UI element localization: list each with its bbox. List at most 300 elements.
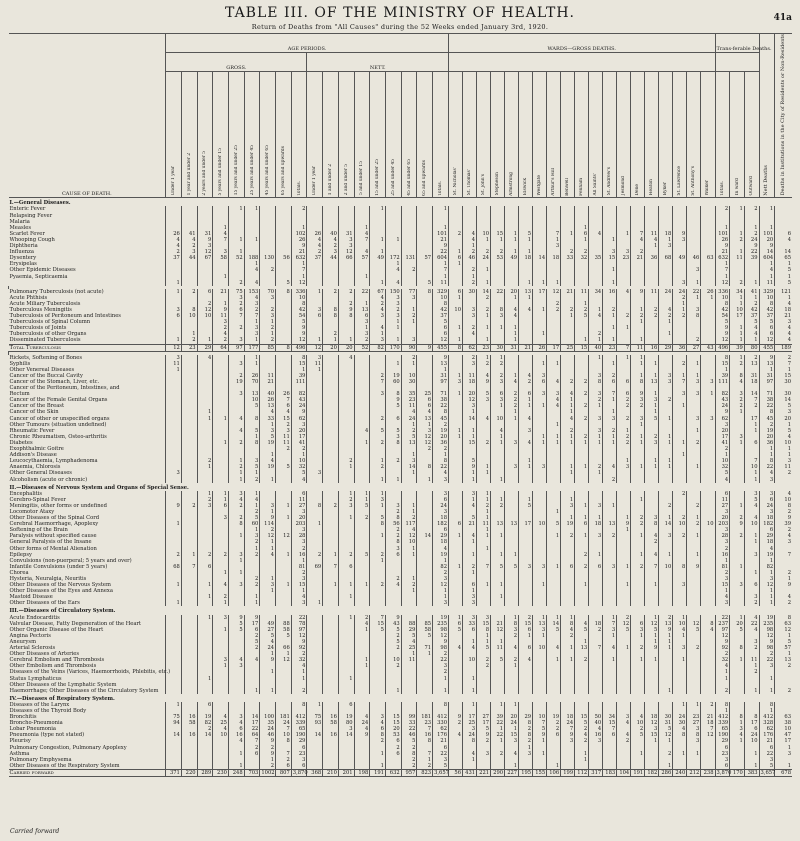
- ward-cell: 6: [449, 621, 463, 627]
- ward-cell: 3: [477, 397, 491, 403]
- trans-cell: 10: [744, 738, 759, 744]
- gross-cell: 2: [197, 301, 213, 307]
- gross-cell: 7: [276, 726, 292, 732]
- ward-col-header: [463, 71, 477, 197]
- trans-cell: 81: [715, 564, 730, 570]
- trans-cell: 62: [715, 416, 730, 422]
- ward-cell: 1: [491, 533, 505, 539]
- ward-cell: 6: [589, 564, 603, 570]
- ward-cell: 3: [659, 533, 673, 539]
- ward-cell: [673, 337, 687, 344]
- nett-deaths-cell: 22: [759, 657, 775, 663]
- ward-cell: 29: [659, 344, 673, 351]
- ward-cell: 1: [687, 373, 701, 379]
- ward-cell: 1: [477, 325, 491, 331]
- institution-cell: 12: [775, 627, 792, 633]
- nett-cell: 4: [417, 409, 433, 415]
- gross-cell: 2: [197, 552, 213, 558]
- ward-cell: 2: [477, 657, 491, 663]
- nett-deaths-cell: 1: [759, 274, 775, 280]
- ward-cell: 1: [561, 464, 575, 470]
- ward-cell: [575, 763, 589, 770]
- ward-cell: 3: [491, 379, 505, 385]
- trans-cell: 10: [715, 295, 730, 301]
- ward-cell: 16: [603, 289, 617, 295]
- ward-cell: 3: [589, 416, 603, 422]
- cause-cell: Broncho-Pneumonia: [9, 720, 63, 727]
- ward-cell: 3: [659, 379, 673, 385]
- page-title: TABLE III. OF THE MINISTRY OF HEALTH.: [225, 5, 575, 21]
- gross-cell: 4: [291, 594, 307, 600]
- ward-cell: 13: [645, 379, 659, 385]
- ward-cell: 4: [561, 416, 575, 422]
- trans-col-label: Outward: [749, 175, 755, 196]
- ward-cell: 1: [673, 307, 687, 313]
- ward-cell: 4: [505, 751, 519, 757]
- cause-cell: Carried forward: [9, 769, 166, 776]
- gross-cell: 41: [181, 231, 197, 237]
- ward-cell: [519, 763, 533, 770]
- gross-cell: 1: [244, 527, 260, 533]
- ward-cell: 1: [561, 645, 575, 651]
- gross-cell: 188: [244, 255, 260, 261]
- gross-cell: 52: [228, 255, 244, 261]
- nett-cell: 1: [433, 274, 449, 280]
- table-row: [9, 769, 793, 776]
- ward-cell: 13: [505, 521, 519, 527]
- gross-cell: 2: [197, 458, 213, 464]
- gross-cell: 4: [260, 458, 276, 464]
- nett-cell: 44: [323, 255, 339, 261]
- ward-cell: 1: [673, 403, 687, 409]
- gross-cell: 1: [291, 588, 307, 594]
- gross-cell: 3: [291, 527, 307, 533]
- nett-cell: 8: [417, 289, 433, 295]
- gross-cell: 4: [213, 231, 229, 237]
- ward-cell: 1: [533, 751, 547, 757]
- nett-cell: 4: [307, 237, 323, 243]
- gross-cell: 7: [291, 267, 307, 273]
- gross-cell: 1: [166, 600, 182, 606]
- ward-cell: 7: [603, 621, 617, 627]
- gross-cell: 9: [213, 307, 229, 313]
- nett-cell: 3: [417, 428, 433, 434]
- ward-cell: 15: [645, 732, 659, 738]
- gross-cell: 1: [260, 688, 276, 694]
- ward-cell: 1: [687, 515, 701, 521]
- trans-cell: 1: [730, 249, 745, 255]
- nett-col-label: 15 and under 25: [375, 158, 381, 196]
- nett-cell: 170: [385, 344, 401, 351]
- ward-cell: 3: [631, 397, 645, 403]
- trans-cell: 97: [715, 627, 730, 633]
- ward-cell: 2: [673, 295, 687, 301]
- ward-col-label: Stepheson: [495, 172, 501, 196]
- gross-cell: 17: [244, 621, 260, 627]
- nett-cell: 2: [370, 738, 386, 744]
- ward-cell: 5: [463, 458, 477, 464]
- nett-cell: 20: [338, 344, 354, 351]
- trans-cell: 17: [730, 313, 745, 319]
- nett-cell: 2: [385, 633, 401, 639]
- ward-cell: 3: [687, 738, 701, 744]
- ward-cell: 4: [631, 237, 645, 243]
- ward-cell: 3: [687, 416, 701, 422]
- cause-cell: Cerebral Embolism and Thrombosis: [9, 657, 105, 664]
- ward-cell: 2: [589, 464, 603, 470]
- ward-cell: 6: [463, 582, 477, 588]
- gross-cell: 8: [276, 738, 292, 744]
- nett-cell: 6: [433, 331, 449, 337]
- nett-cell: 3: [338, 237, 354, 243]
- ward-cell: 1: [603, 409, 617, 415]
- nett-deaths-cell: 3: [759, 509, 775, 515]
- nett-cell: 1: [370, 763, 386, 770]
- gross-cell: 1: [260, 651, 276, 657]
- table-row: [9, 337, 793, 344]
- ward-cell: 1: [603, 361, 617, 367]
- ward-cell: 1: [505, 409, 519, 415]
- trans-cell: 4: [730, 732, 745, 738]
- nett-cell: 3: [433, 477, 449, 483]
- ward-col-label: Byker: [663, 182, 669, 196]
- cause-cell: Other forms of Mental Alienation: [9, 545, 97, 552]
- institution-cell: 2: [775, 688, 792, 694]
- nett-cell: 198: [354, 769, 370, 776]
- gross-cell: 3: [181, 249, 197, 255]
- nett-col-label: Under 1 year: [312, 165, 318, 196]
- trans-cell: 41: [715, 440, 730, 446]
- ward-cell: 1: [561, 497, 575, 503]
- gross-cell: 16: [181, 714, 197, 720]
- ward-cell: 1: [687, 295, 701, 301]
- gross-cell: 1: [228, 570, 244, 576]
- nett-cell: [385, 763, 401, 770]
- ward-col-label: St. Nicholas': [453, 167, 459, 196]
- ward-cell: 2: [477, 361, 491, 367]
- nett-deaths-cell: 1: [759, 206, 775, 212]
- section-heading-row: [9, 198, 793, 207]
- gross-cell: 20: [291, 428, 307, 434]
- trans-cell: 10: [744, 521, 759, 527]
- nett-cell: 1: [338, 615, 354, 621]
- ward-cell: 1: [645, 464, 659, 470]
- section-heading: II.—Diseases of Nervous System and Organs of Special Sense.: [9, 484, 189, 491]
- nett-cell: 1: [338, 582, 354, 588]
- nett-cell: 58: [417, 627, 433, 633]
- gross-cell: 11: [260, 373, 276, 379]
- trans-cell: 1: [730, 440, 745, 446]
- ward-cell: 3: [463, 361, 477, 367]
- gross-cell: 33: [260, 416, 276, 422]
- ward-cell: 6: [561, 564, 575, 570]
- ward-cell: 3: [463, 403, 477, 409]
- nett-cell: 5: [385, 403, 401, 409]
- nett-cell: 6: [433, 497, 449, 503]
- nett-cell: 8: [417, 464, 433, 470]
- ward-cell: 8: [631, 379, 645, 385]
- ward-cell: 4: [603, 645, 617, 651]
- gross-cell: 2: [291, 546, 307, 552]
- nett-cell: 182: [433, 521, 449, 527]
- trans-cell: 1: [744, 539, 759, 545]
- cause-cell: Paralysis without specified cause: [9, 533, 97, 540]
- ward-cell: 1: [659, 763, 673, 770]
- nett-deaths-cell: 2: [759, 651, 775, 657]
- gross-cell: 1: [166, 337, 182, 344]
- gross-cell: 82: [197, 720, 213, 726]
- ward-cell: 4: [505, 379, 519, 385]
- ward-cell: 1: [659, 738, 673, 744]
- ward-cell: 3: [687, 307, 701, 313]
- trans-cell: [730, 763, 745, 770]
- ward-cell: 7: [533, 720, 547, 726]
- cause-cell: Acute Miliary Tuberculosis: [9, 300, 81, 307]
- ward-cell: 26: [701, 289, 715, 295]
- cause-cell: Haemorrhage; Other Diseases of the Circulatory System: [9, 687, 159, 694]
- nett-cell: 16: [417, 732, 433, 738]
- ward-cell: 18: [561, 714, 575, 720]
- ward-col-header: [505, 71, 519, 197]
- nett-deaths-cell: 8: [759, 301, 775, 307]
- nett-cell: 77: [401, 289, 417, 295]
- gross-col-header: [197, 71, 213, 197]
- gross-cell: 4: [166, 243, 182, 249]
- nett-cell: 8: [433, 409, 449, 415]
- gross-cell: 1: [228, 249, 244, 255]
- ward-cell: 1: [575, 751, 589, 757]
- gross-cell: 8: [276, 344, 292, 351]
- nett-cell: [338, 763, 354, 770]
- institution-cell: 10: [775, 726, 792, 732]
- nett-deaths-cell: 6: [759, 331, 775, 337]
- gross-cell: 2: [244, 576, 260, 582]
- institution-cell: 1: [775, 367, 792, 373]
- nett-cell: 4: [401, 527, 417, 533]
- nett-cell: 2: [385, 645, 401, 651]
- nett-deaths-cell: 1: [759, 261, 775, 267]
- nett-deaths-cell: 22: [759, 464, 775, 470]
- gross-cell: 1: [260, 422, 276, 428]
- nett-deaths-cell: 22: [759, 403, 775, 409]
- nett-cell: 823: [417, 769, 433, 776]
- ward-cell: 2: [631, 313, 645, 319]
- gross-cell: 1: [291, 225, 307, 231]
- ward-cell: 1: [477, 267, 491, 273]
- nett-cell: 11: [401, 657, 417, 663]
- nett-cell: 3: [401, 458, 417, 464]
- trans-cell: 12: [715, 337, 730, 344]
- nett-cell: 1: [433, 688, 449, 694]
- ward-cell: 1: [449, 261, 463, 267]
- ward-cell: 3: [589, 738, 603, 744]
- ward-cell: 155: [533, 769, 547, 776]
- institution-cell: 8: [775, 503, 792, 509]
- gross-cell: 49: [260, 621, 276, 627]
- trans-cell: 1: [730, 657, 745, 663]
- ward-cell: 3: [659, 373, 673, 379]
- institution-cell: 47: [775, 732, 792, 738]
- gross-cell: 1: [291, 367, 307, 373]
- ward-cell: 1: [673, 452, 687, 458]
- gross-cell: 3: [228, 337, 244, 344]
- ward-cell: [533, 763, 547, 770]
- ward-cell: 10: [701, 521, 715, 527]
- gross-cell: 4: [244, 267, 260, 273]
- ward-cell: 6: [519, 627, 533, 633]
- ward-cell: [463, 763, 477, 770]
- gross-cell: 3: [166, 470, 182, 476]
- ward-cell: 13: [519, 289, 533, 295]
- ward-cell: 4: [477, 416, 491, 422]
- ward-cell: 9: [463, 464, 477, 470]
- ward-cell: 1: [659, 633, 673, 639]
- gross-cell: 3: [244, 325, 260, 331]
- ward-cell: 1: [603, 267, 617, 273]
- nett-cell: 22: [354, 289, 370, 295]
- gross-cell: 2: [260, 267, 276, 273]
- gross-cell: 3,870: [292, 769, 308, 776]
- ward-cell: 290: [491, 769, 505, 776]
- nett-cell: 1: [401, 503, 417, 509]
- ward-cell: 5: [659, 726, 673, 732]
- ward-cell: 24: [673, 714, 687, 720]
- nett-deaths-cell: 12: [759, 337, 775, 344]
- ward-cell: 2: [617, 397, 631, 403]
- trans-cell: 32: [715, 464, 730, 470]
- nett-cell: 3: [433, 663, 449, 669]
- ward-cell: 8: [589, 379, 603, 385]
- institution-cell: 2: [775, 570, 792, 576]
- cause-cell: Enteric Fever: [9, 206, 46, 213]
- ward-cell: 1: [603, 337, 617, 344]
- ward-cell: 1: [631, 337, 645, 344]
- trans-cell: 39: [715, 373, 730, 379]
- ward-cell: 2: [449, 231, 463, 237]
- gross-cell: 26: [291, 237, 307, 243]
- cause-cell: Alcoholism (acute or chronic): [9, 476, 88, 483]
- cause-cell: Cerebro-Spinal Fever: [9, 496, 66, 503]
- ward-cell: 11: [631, 344, 645, 351]
- cause-cell: Rickets, Softening of Bones: [9, 354, 82, 361]
- gross-col-label: 2 years and under 5: [202, 150, 208, 196]
- ward-cell: 1: [491, 702, 505, 708]
- ward-cell: 2: [617, 416, 631, 422]
- gross-cell: 4: [166, 237, 182, 243]
- gross-cell: 2: [260, 527, 276, 533]
- ward-cell: 3: [687, 267, 701, 273]
- gross-cell: 24: [291, 403, 307, 409]
- trans-cell: 39: [744, 255, 759, 261]
- ward-cell: 240: [673, 769, 687, 776]
- trans-cell: 1: [730, 295, 745, 301]
- ward-cell: 1: [491, 726, 505, 732]
- ward-cell: 1: [519, 397, 533, 403]
- nett-cell: 1: [307, 600, 323, 606]
- ward-cell: 3: [673, 391, 687, 397]
- ward-cell: 2: [505, 391, 519, 397]
- ward-cell: 4: [617, 732, 631, 738]
- gross-cell: 22: [244, 726, 260, 732]
- nett-cell: 6: [385, 751, 401, 757]
- ward-cell: 1: [645, 409, 659, 415]
- gross-cell: 4: [260, 409, 276, 415]
- trans-cell: 6: [744, 726, 759, 732]
- trans-cell: 7: [744, 458, 759, 464]
- ward-cell: 4: [673, 726, 687, 732]
- gross-cell: 230: [213, 769, 229, 776]
- gross-cell: 1: [197, 615, 213, 621]
- gross-cell: 3: [244, 533, 260, 539]
- nett-cell: 16: [323, 714, 339, 720]
- nett-cell: 1: [370, 458, 386, 464]
- gross-cell: 632: [291, 255, 307, 261]
- section-heading: I.—General Diseases.: [9, 200, 71, 207]
- institution-cell: 1: [775, 274, 792, 280]
- nett-cell: 19: [338, 714, 354, 720]
- nett-cell: 7: [370, 379, 386, 385]
- ward-cell: 6: [631, 621, 645, 627]
- nett-cell: 22: [401, 726, 417, 732]
- institution-cell: 3: [775, 319, 792, 325]
- ward-cell: 4: [603, 464, 617, 470]
- trans-cell: 34: [730, 289, 745, 295]
- nett-cell: 9: [433, 243, 449, 249]
- gross-cell: 1: [213, 416, 229, 422]
- trans-cell: 3: [744, 552, 759, 558]
- nett-cell: 2: [433, 651, 449, 657]
- trans-cell: 6: [744, 582, 759, 588]
- cause-cell: Other Diseases of the Nervous System: [9, 582, 111, 589]
- ward-cell: 23: [477, 344, 491, 351]
- gross-cell: 13: [260, 403, 276, 409]
- nett-cell: 2: [338, 497, 354, 503]
- ward-cell: 3: [463, 313, 477, 319]
- gross-cell: 29: [197, 344, 213, 351]
- nett-cell: 36: [433, 440, 449, 446]
- nett-cell: 2: [401, 428, 417, 434]
- gross-cell: 60: [244, 521, 260, 527]
- trans-cell: 82: [715, 391, 730, 397]
- nett-cell: 3: [433, 509, 449, 515]
- nett-cell: 18: [433, 539, 449, 545]
- ward-cell: 1: [519, 295, 533, 301]
- trans-cell: 170: [730, 769, 745, 776]
- gross-cell: 58: [213, 255, 229, 261]
- nett-deaths-cell: 18: [759, 539, 775, 545]
- gross-cell: 1: [260, 546, 276, 552]
- nett-cell: 53: [385, 732, 401, 738]
- gross-cell: 10: [291, 295, 307, 301]
- nett-cell: 49: [370, 255, 386, 261]
- ward-cell: 1: [477, 464, 491, 470]
- nett-cell: 12: [433, 582, 449, 588]
- ward-cell: 1: [603, 237, 617, 243]
- cause-cell: Status Lymphaticus: [9, 675, 62, 682]
- trans-cell: 92: [715, 645, 730, 651]
- nett-cell: 7: [354, 237, 370, 243]
- gross-cell: 65: [291, 726, 307, 732]
- nett-cell: 1: [433, 206, 449, 212]
- ward-cell: 1: [645, 582, 659, 588]
- gross-cell: 1: [260, 588, 276, 594]
- ward-cell: 9: [477, 379, 491, 385]
- ward-cell: 1: [561, 470, 575, 476]
- trans-cell: 3,870: [716, 769, 732, 776]
- trans-cell: 24: [715, 403, 730, 409]
- ward-cell: 3: [505, 464, 519, 470]
- gross-cell: 1: [228, 533, 244, 539]
